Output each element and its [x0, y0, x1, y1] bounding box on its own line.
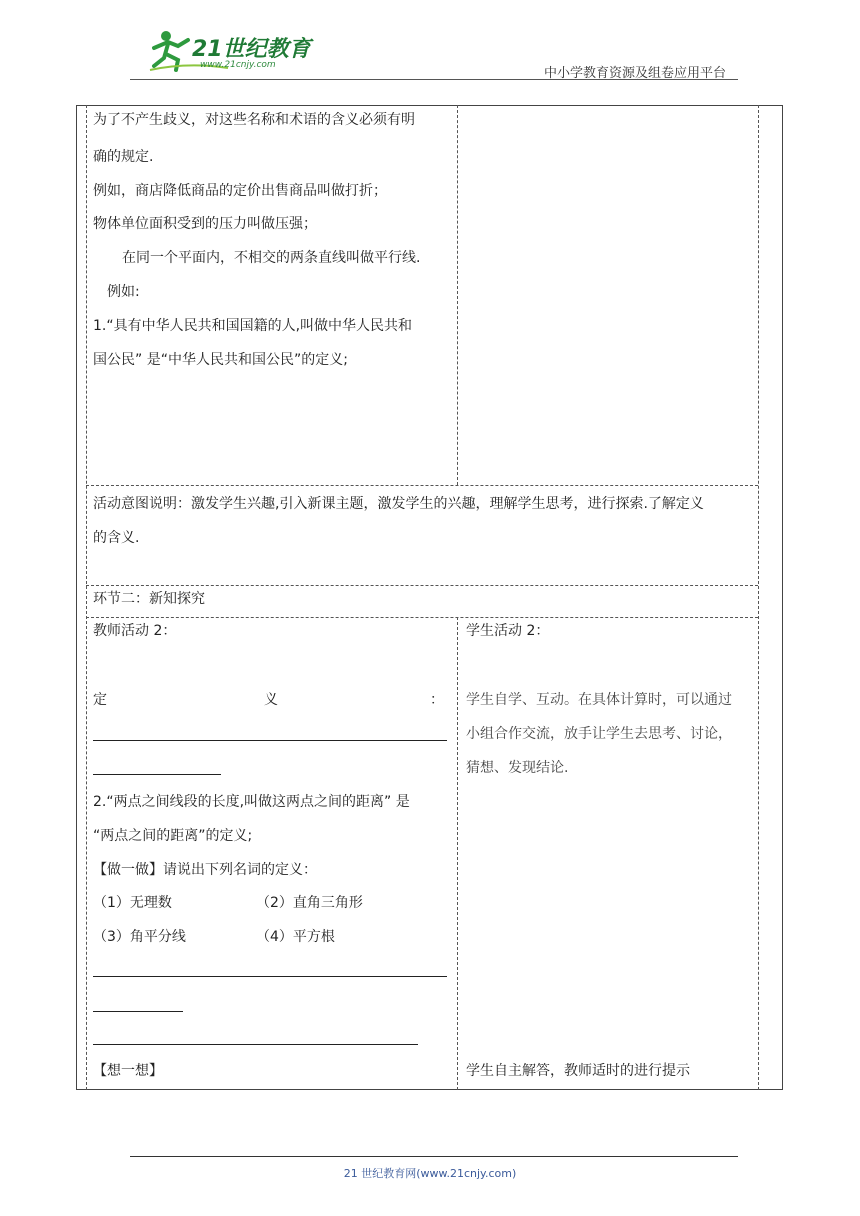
student-line-1: 学生自学、互动。在具体计算时，可以通过 — [466, 692, 732, 708]
definition-label-char-1: 定 — [93, 692, 107, 708]
section1-line-7: 1.“具有中华人民共和国国籍的人,叫做中华人民共和 — [93, 318, 413, 334]
answer-blank-line-2 — [93, 1011, 183, 1012]
intent-line-2: 的含义. — [93, 530, 140, 546]
site-logo — [148, 28, 311, 74]
definition-label-char-2: 义 — [264, 692, 278, 708]
do-it-prompt: 【做一做】请说出下列名词的定义： — [93, 862, 317, 878]
think-prompt: 【想一想】 — [93, 1063, 163, 1079]
term-1: （1）无理数 — [93, 895, 172, 911]
header-divider — [130, 79, 738, 80]
definition-blank-line-2 — [93, 774, 221, 775]
table-inner-right-border — [758, 105, 759, 1090]
section1-line-2: 确的规定. — [93, 149, 154, 165]
intent-line-1: 活动意图说明：激发学生兴趣,引入新课主题，激发学生的兴趣，理解学生思考，进行探索.了解定义 — [93, 496, 704, 512]
section1-line-6: 例如: — [107, 284, 140, 300]
logo-text: 21世纪教育 — [192, 37, 311, 62]
row-divider-1 — [86, 485, 758, 486]
answer-blank-line-3 — [93, 1044, 418, 1045]
footer-site-text: 21 世纪教育网(www.21cnjy.com) — [343, 1167, 517, 1180]
logo-url: www.21cnjy.com — [200, 60, 276, 70]
row-divider-3 — [86, 617, 758, 618]
stage2-title: 环节二：新知探究 — [93, 591, 205, 607]
term-2: （2）直角三角形 — [256, 895, 363, 911]
item2-line-1: 2.“两点之间线段的长度,叫做这两点之间的距离” 是 — [93, 794, 410, 810]
section1-line-1: 为了不产生歧义，对这些名称和术语的含义必须有明 — [93, 112, 415, 128]
teacher-activity-title: 教师活动 2： — [93, 623, 177, 639]
section1-line-8: 国公民” 是“中华人民共和国公民”的定义; — [93, 352, 348, 368]
item2-line-2: “两点之间的距离”的定义; — [93, 828, 253, 844]
definition-label-char-3: ： — [430, 692, 444, 708]
section2-column-divider — [457, 617, 458, 1090]
answer-blank-line-1 — [93, 976, 447, 977]
footer-divider — [130, 1156, 738, 1157]
section1-line-3: 例如，商店降低商品的定价出售商品叫做打折； — [93, 183, 387, 199]
section1-line-5: 在同一个平面内，不相交的两条直线叫做平行线. — [122, 250, 421, 266]
section1-line-4: 物体单位面积受到的压力叫做压强； — [93, 216, 317, 232]
student-line-3: 猜想、发现结论. — [466, 760, 569, 776]
term-4: （4）平方根 — [256, 929, 335, 945]
header-platform-text: 中小学教育资源及组卷应用平台 — [543, 66, 726, 81]
student-activity-title: 学生活动 2： — [466, 623, 550, 639]
definition-blank-line-1 — [93, 740, 447, 741]
student-bottom-line: 学生自主解答，教师适时的进行提示 — [466, 1063, 690, 1079]
section1-column-divider — [457, 105, 458, 485]
term-3: （3）角平分线 — [93, 929, 186, 945]
table-inner-left-border — [86, 105, 87, 1090]
student-line-2: 小组合作交流，放手让学生去思考、讨论， — [466, 726, 732, 742]
